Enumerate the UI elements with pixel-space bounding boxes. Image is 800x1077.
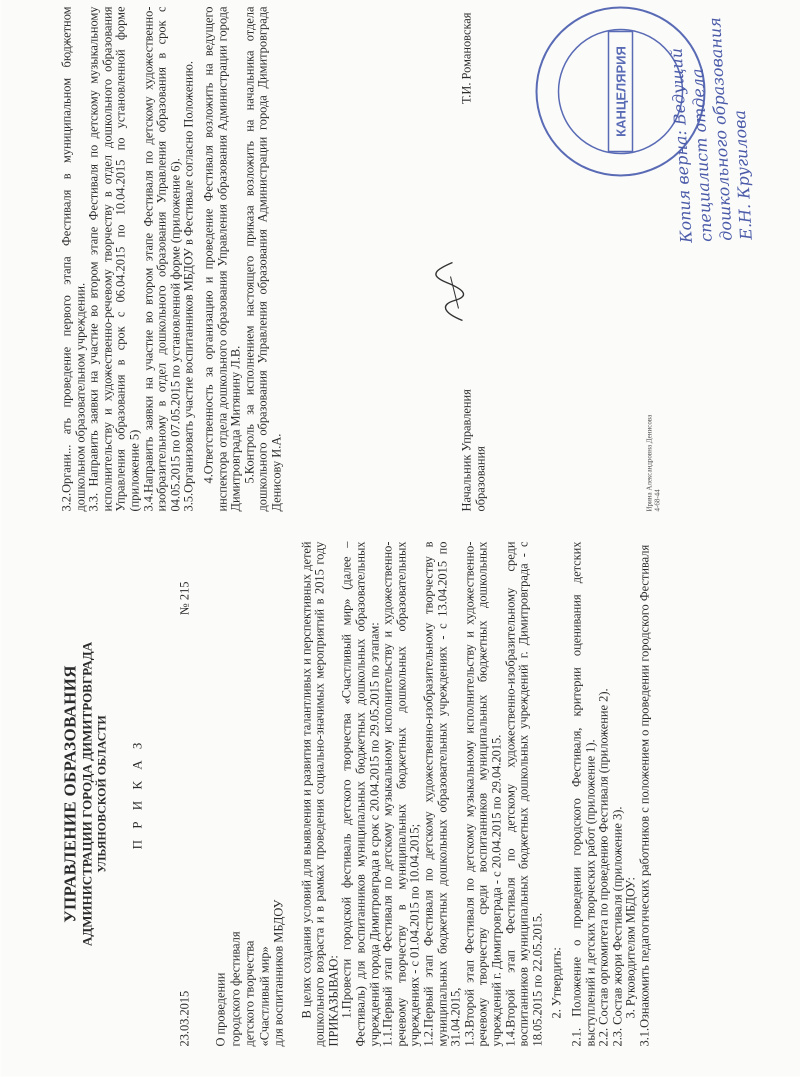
paragraph: 3.5.Организовать участие воспитанников МБДОУ в Фестивале согласно Положению.	[181, 61, 196, 512]
org-name: УПРАВЛЕНИЕ ОБРАЗОВАНИЯ	[60, 665, 80, 923]
paragraph: 2.2. Состав оргкомитета по проведению Фестиваля (приложение 2).	[596, 688, 611, 1047]
org-region: УЛЬЯНОВСКОЙ ОБЛАСТИ	[94, 715, 109, 873]
order-page-2	[61, 7, 761, 512]
paragraph: 3.1.Ознакомить педагогических работников с положением о проведении городского Фестиваля	[637, 544, 652, 1047]
order-page-1	[61, 542, 761, 1047]
document-type: П Р И К А З	[129, 738, 145, 850]
paragraph: 3.3. Направить заявки на участие во втором этапе Фестиваля по детскому музыкальному исполнительству и художественно-речевому творчеству в отдел дошкольного образования Управления образования в срок с 06.04.2015 по 10.04.2015 по установленной форме (приложение 5)	[86, 6, 142, 512]
paragraph: 2.1. Положение о проведении городского Фестиваля, критерии оценивания детских выступлений и детских творческих работ (приложение 1).	[569, 541, 598, 1047]
handwritten-signature	[433, 257, 473, 327]
paragraph: 1.4.Второй этап Фестиваля по детскому художественно-изобразительному среди воспитанников муниципальных бюджетных дошкольных учреждений г. Димитровграда - с 18.05.2015 по 22.05.2015.	[503, 541, 545, 1047]
signer-position: Начальник Управления	[459, 389, 474, 512]
handwritten-certification: Копия верна: Ведущий специалист отдела дошкольного образования Е.Н. Кругилова	[666, 16, 756, 244]
executor-phone: 4-68-44	[653, 489, 662, 512]
paragraph: 1.3.Второй этап Фестиваля по детскому музыкальному исполнительству и художественно-речевому творчеству среди воспитанников муниципальных бюджетных дошкольных учреждений г. Димитровграда - с 20.04.2015 по 29.04.2015.	[462, 541, 504, 1047]
paragraph: 1.1.Первый этап Фестиваля по детскому музыкальному исполнительству и художественно-речевому творчеству в муниципальных бюджетных дошкольных образовательных учреждениях - с 01.04.2015 по 10.04.2015;	[380, 541, 422, 1047]
signer-name: Т.И. Романовская	[459, 12, 474, 105]
paragraph: 2.3. Состав жюри Фестиваля (приложение 3).	[610, 806, 625, 1047]
paragraph: В целях создания условий для выявления и развития талантливых и перспективных детей дошкольного возраста и в рамках проведения социально-значимых мероприятий в 2015 году ПРИКАЗЫВАЮ:	[299, 541, 341, 1047]
paragraph: 2. Утвердить:	[549, 947, 564, 1019]
executor-note	[646, 415, 662, 512]
paragraph: 5.Контроль за исполнением настоящего приказа возложить на начальника отдела дошкольного образования Управления образования Администрации города Димитровграда Денисову И.А.	[242, 6, 284, 512]
topic-line: городского фестиваля	[228, 931, 243, 1047]
topic-line: детского творчества	[242, 940, 257, 1047]
signer-position-2: образования	[473, 446, 488, 512]
order-date: 23.03.2015	[177, 990, 192, 1047]
paragraph: 3.2.Органи... ать проведение первого этапа Фестиваля в муниципальном бюджетном дошкольном образовательном учреждении.	[59, 6, 88, 512]
paragraph: 4.Ответственность за организацию и проведение Фестиваля возложить на ведущего инспектора отдела дошкольного образования Управления образования Администрации города Димитровграда Митянину Л.В.	[201, 6, 243, 512]
order-body	[300, 542, 652, 1047]
date-number-row	[178, 542, 192, 1047]
paragraph: 1.Провести городской фестиваль детского творчества «Счастливый мир» (далее – Фестиваль) для воспитанников муниципальных бюджетных дошкольных образовательных учреждений города Димитровграда в срок с 20.04.2015 по 29.05.2015 по этапам:	[339, 541, 382, 1047]
topic-line: для воспитанников МБДОУ	[271, 899, 286, 1047]
order-body-continued	[61, 7, 285, 512]
paragraph: 1.2.Первый этап Фестиваля по детскому художественно-изобразительному творчеству в муниципальных бюджетных дошкольных образовательных учреждениях - с 13.04.2015 по 31.04.2015,	[421, 541, 463, 1047]
paragraph: 3.4.Направить заявки на участие во втором этапе Фестиваля по детскому художественно-изобразительному в отдел дошкольного образования Управления образования в срок с 04.05.2015 по 07.05.2015 по установленной форме (приложение 6).	[141, 6, 183, 512]
order-topic	[214, 542, 287, 1047]
stamp-label: КАНЦЕЛЯРИЯ	[613, 46, 629, 137]
signature-block	[461, 7, 488, 512]
order-number: № 215	[177, 581, 192, 616]
document-page	[1, 0, 800, 1077]
topic-line: «Счастливый мир»	[257, 946, 272, 1047]
topic-line: О проведении	[213, 972, 228, 1047]
letterhead	[61, 542, 109, 1047]
executor-name: Ирина Александровна Денисова	[645, 414, 654, 512]
paragraph: 3. Руководителям МБДОУ:	[623, 877, 638, 1019]
org-admin: АДМИНИСТРАЦИИ ГОРОДА ДИМИТРОВГРАДА	[79, 641, 95, 947]
